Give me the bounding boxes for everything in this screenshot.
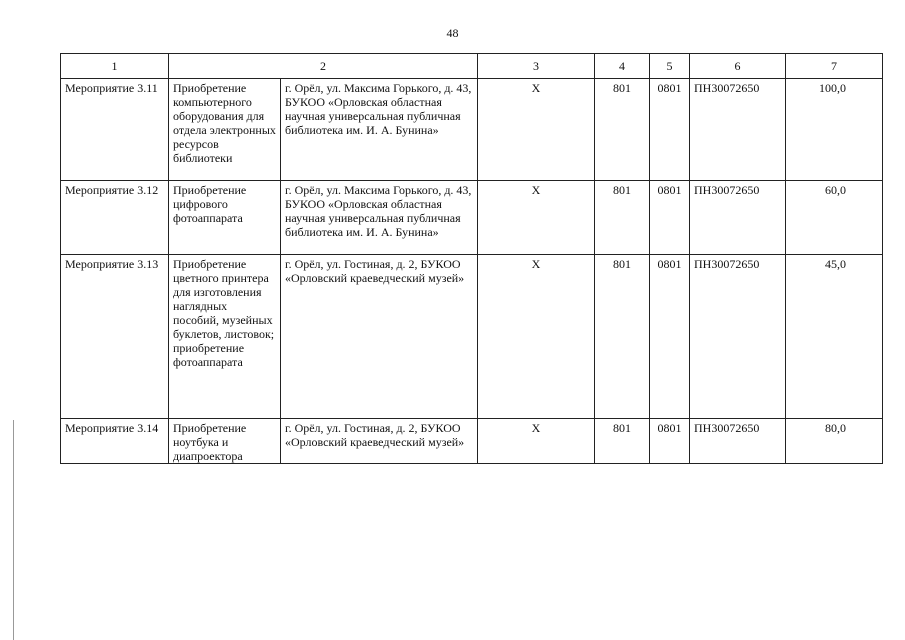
header-col-7: 7 (786, 54, 883, 79)
address-cell: г. Орёл, ул. Гостиная, д. 2, БУКОО «Орловский краеведческий музей» (281, 419, 478, 464)
col6-cell: ПН30072650 (690, 79, 786, 181)
budget-table (60, 53, 883, 464)
header-col-1: 1 (61, 54, 169, 79)
table-row (61, 181, 883, 255)
col7-cell: 100,0 (786, 79, 883, 181)
col3-cell: Х (478, 181, 595, 255)
event-cell: Мероприятие 3.11 (61, 79, 169, 181)
name-cell: Приобретение ноутбука и диапроектора (169, 419, 281, 464)
header-col-3: 3 (478, 54, 595, 79)
col7-cell: 60,0 (786, 181, 883, 255)
table-row (61, 419, 883, 464)
col7-cell: 80,0 (786, 419, 883, 464)
table-row (61, 79, 883, 181)
col3-cell: Х (478, 255, 595, 419)
header-col-2: 2 (169, 54, 478, 79)
col3-cell: Х (478, 79, 595, 181)
col6-cell: ПН30072650 (690, 419, 786, 464)
col5-cell: 0801 (650, 181, 690, 255)
col6-cell: ПН30072650 (690, 181, 786, 255)
col4-cell: 801 (595, 79, 650, 181)
address-cell: г. Орёл, ул. Максима Горького, д. 43, БУКОО «Орловская областная научная универсальная публичная библиотека им. И. А. Бунина» (281, 181, 478, 255)
header-col-4: 4 (595, 54, 650, 79)
name-cell: Приобретение компьютерного оборудования для отдела электронных ресурсов библиотеки (169, 79, 281, 181)
event-cell: Мероприятие 3.12 (61, 181, 169, 255)
header-row (61, 54, 883, 79)
name-cell: Приобретение цифрового фотоаппарата (169, 181, 281, 255)
col4-cell: 801 (595, 255, 650, 419)
scan-edge-line (13, 420, 14, 640)
col7-cell: 45,0 (786, 255, 883, 419)
col4-cell: 801 (595, 181, 650, 255)
page-number: 48 (446, 26, 459, 40)
header-col-5: 5 (650, 54, 690, 79)
table-body (61, 79, 883, 464)
table-row (61, 255, 883, 419)
col3-cell: Х (478, 419, 595, 464)
header-col-6: 6 (690, 54, 786, 79)
event-cell: Мероприятие 3.13 (61, 255, 169, 419)
col5-cell: 0801 (650, 255, 690, 419)
name-cell: Приобретение цветного принтера для изготовления наглядных пособий, музейных буклетов, листовок; приобретение фотоаппарата (169, 255, 281, 419)
address-cell: г. Орёл, ул. Максима Горького, д. 43, БУКОО «Орловская областная научная универсальная публичная библиотека им. И. А. Бунина» (281, 79, 478, 181)
col6-cell: ПН30072650 (690, 255, 786, 419)
event-cell: Мероприятие 3.14 (61, 419, 169, 464)
col4-cell: 801 (595, 419, 650, 464)
col5-cell: 0801 (650, 419, 690, 464)
address-cell: г. Орёл, ул. Гостиная, д. 2, БУКОО «Орловский краеведческий музей» (281, 255, 478, 419)
col5-cell: 0801 (650, 79, 690, 181)
